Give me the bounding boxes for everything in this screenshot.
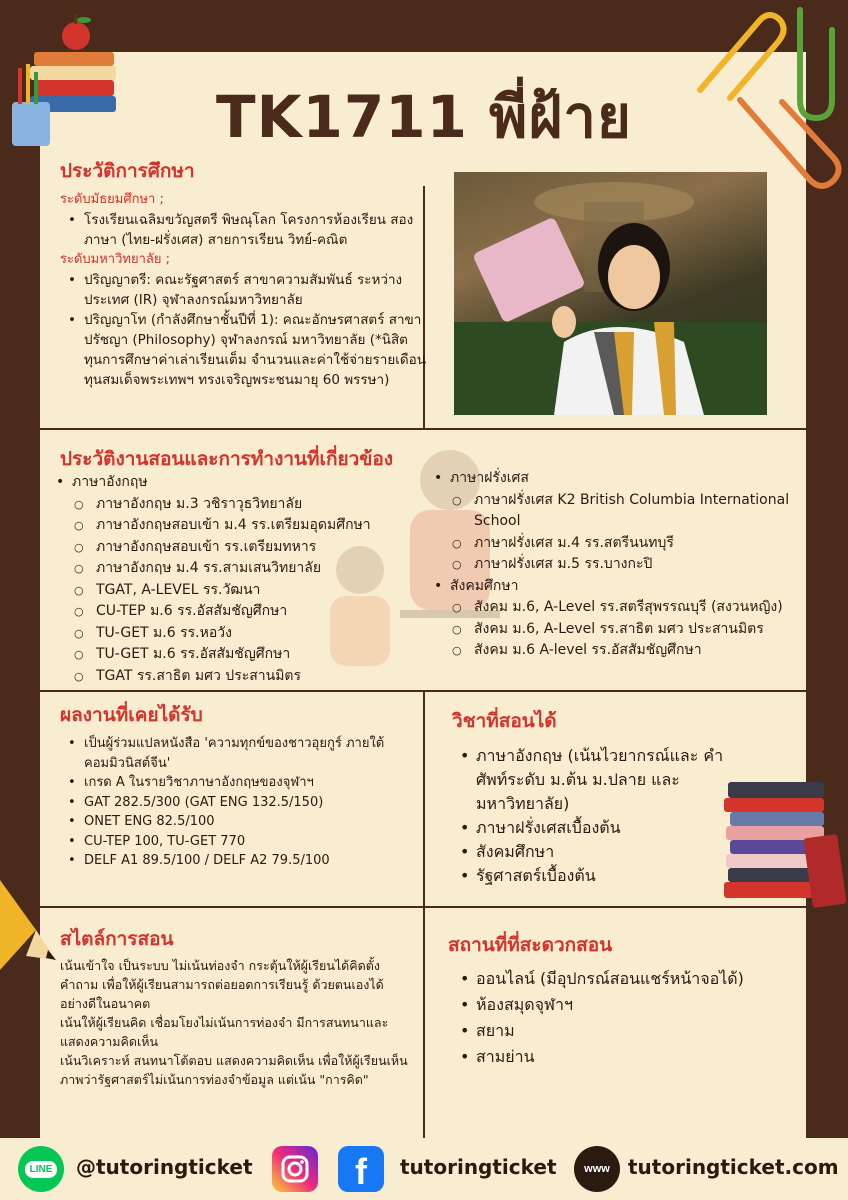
education-heading: ประวัติการศึกษา	[60, 160, 195, 182]
achievements-section	[60, 734, 420, 871]
places-section	[452, 966, 804, 1070]
list-item: ○ ภาษาฝรั่งเศส ม.5 รร.บางกะปิ	[426, 554, 802, 576]
website-link[interactable]: tutoringticket.com	[628, 1155, 839, 1179]
list-item: • เป็นผู้ร่วมแปลหนังสือ 'ความทุกข์ของชาวอุยกูร์ ภายใต้ คอมมิวนิสต์จีน'	[60, 734, 420, 773]
list-item: • ห้องสมุดจุฬาฯ	[452, 992, 804, 1018]
list-item: • ปริญญาตรี: คณะรัฐศาสตร์ สาขาความสัมพันธ์ ระหว่างประเทศ (IR) จุฬาลงกรณ์มหาวิทยาลัย	[60, 270, 426, 310]
list-item: ○ ภาษาฝรั่งเศส ม.4 รร.สตรีนนทบุรี	[426, 533, 802, 555]
list-item: • สยาม	[452, 1018, 804, 1044]
english-label: ภาษาอังกฤษ	[72, 474, 148, 490]
globe-icon[interactable]	[574, 1146, 620, 1192]
page-title: TK1711 พี่ฝ้าย	[216, 83, 632, 151]
style-heading: สไตล์การสอน	[60, 928, 174, 950]
list-item: • โรงเรียนเฉลิมขวัญสตรี พิษณุโลก โครงการห้องเรียน สองภาษา (ไทย-ฝรั่งเศส) สายการเรียน วิทย์-คณิต	[60, 210, 426, 250]
secondary-label: ระดับมัธยมศึกษา ;	[60, 192, 164, 207]
french-label: ภาษาฝรั่งเศส	[450, 470, 529, 486]
social-label: สังคมศึกษา	[450, 577, 519, 594]
book-stack-decoration-icon	[720, 772, 848, 908]
style-paragraph: เน้นให้ผู้เรียนคิด เชื่อมโยงไม่เน้นการท่องจำ มีการสนทนาและแสดงความคิดเห็น	[60, 1015, 389, 1049]
list-item: ○ TGAT รร.สาธิต มศว ประสานมิตร	[48, 666, 428, 688]
list-item: • เกรด A ในรายวิชาภาษาอังกฤษของจุฬาฯ	[60, 773, 420, 793]
education-section	[60, 190, 426, 390]
facebook-glyph-icon: f	[355, 1151, 367, 1192]
teaching-french-social-section	[426, 468, 802, 662]
divider	[423, 690, 425, 1138]
list-item	[426, 576, 802, 662]
list-item: ○ สังคม ม.6, A-Level รร.สาธิต มศว ประสานมิตร	[426, 619, 802, 641]
list-item: • CU-TEP 100, TU-GET 770	[60, 832, 420, 852]
teaching-heading: ประวัติงานสอนและการทำงานที่เกี่ยวข้อง	[60, 448, 394, 470]
list-item	[426, 468, 802, 576]
divider	[40, 428, 806, 430]
list-item: • ONET ENG 82.5/100	[60, 812, 420, 832]
tutor-photo	[454, 172, 767, 415]
list-item: • รัฐศาสตร์เบื้องต้น	[452, 864, 732, 888]
teaching-english-section	[48, 472, 428, 687]
list-item: • ภาษาอังกฤษ (เน้นไวยากรณ์และ คำศัพท์ระดับ ม.ต้น ม.ปลาย และ มหาวิทยาลัย)	[452, 744, 732, 816]
list-item: ○ ภาษาอังกฤษ ม.3 วชิราวุธวิทยาลัย	[48, 494, 428, 516]
instagram-icon[interactable]	[272, 1146, 318, 1192]
list-item: • สามย่าน	[452, 1044, 804, 1070]
line-label: LINE	[25, 1161, 58, 1178]
line-icon[interactable]	[18, 1146, 64, 1192]
university-label: ระดับมหาวิทยาลัย ;	[60, 252, 170, 267]
achievements-heading: ผลงานที่เคยได้รับ	[60, 704, 203, 726]
list-item: ○ CU-TEP ม.6 รร.อัสสัมชัญศึกษา	[48, 601, 428, 623]
web-label: www	[584, 1163, 610, 1175]
list-item: • ปริญญาโท (กำลังศึกษาชั้นปีที่ 1): คณะอักษรศาสตร์ สาขาปรัชญา (Philosophy) จุฬาลงกรณ์ มหาวิทยาลัย (*นิสิตทุนการศึกษาค่าเล่าเรียนเต็ม จำนวนและค่าใช้จ่ายรายเดือน ทุนสมเด็จพระเทพฯ ทรงเจริญพระชนมายุ 60 พรรษา)	[60, 310, 426, 390]
list-item: ○ สังคม ม.6 A-level รร.อัสสัมชัญศึกษา	[426, 640, 802, 662]
list-item: ○ TU-GET ม.6 รร.หอวัง	[48, 623, 428, 645]
list-item: • ภาษาฝรั่งเศสเบื้องต้น	[452, 816, 732, 840]
list-item: • ออนไลน์ (มีอุปกรณ์สอนแชร์หน้าจอได้)	[452, 966, 804, 992]
facebook-icon[interactable]	[338, 1146, 384, 1192]
list-item: ○ ภาษาอังกฤษสอบเข้า รร.เตรียมทหาร	[48, 537, 428, 559]
list-item: • สังคมศึกษา	[452, 840, 732, 864]
instagram-glyph-icon	[272, 1146, 318, 1192]
tutor-photo-icon	[454, 172, 767, 415]
list-item: ○ ภาษาฝรั่งเศส K2 British Columbia International School	[426, 490, 802, 533]
style-section	[60, 956, 408, 1089]
subjects-section	[452, 744, 732, 888]
list-item: • GAT 282.5/300 (GAT ENG 132.5/150)	[60, 793, 420, 813]
pencil-decoration-icon	[0, 870, 64, 980]
list-item: ○ สังคม ม.6, A-Level รร.สตรีสุพรรณบุรี (สงวนหญิง)	[426, 597, 802, 619]
list-item: ○ ภาษาอังกฤษ ม.4 รร.สามเสนวิทยาลัย	[48, 558, 428, 580]
list-item: • DELF A1 89.5/100 / DELF A2 79.5/100	[60, 851, 420, 871]
list-item: ○ TGAT, A-LEVEL รร.วัฒนา	[48, 580, 428, 602]
style-paragraph: เน้นวิเคราะห์ สนทนาโต้ตอบ แสดงความคิดเห็น เพื่อให้ผู้เรียนเห็นภาพว่ารัฐศาสตร์ไม่เน้นการท่องจำข้อมูล แต่เน้น "การคิด"	[60, 1053, 408, 1087]
subjects-heading: วิชาที่สอนได้	[452, 710, 557, 732]
line-handle[interactable]: @tutoringticket	[76, 1155, 253, 1179]
list-item: ○ TU-GET ม.6 รร.อัสสัมชัญศึกษา	[48, 644, 428, 666]
style-paragraph: เน้นเข้าใจ เป็นระบบ ไม่เน้นท่องจำ กระตุ้นให้ผู้เรียนได้คิดตั้งคำถาม เพื่อให้ผู้เรียนสามารถต่อยอดการเรียนรู้ ด้วยตนเองได้อย่างดีในอนาคต	[60, 958, 384, 1011]
places-heading: สถานที่ที่สะดวกสอน	[448, 934, 613, 956]
social-handle[interactable]: tutoringticket	[400, 1155, 557, 1179]
list-item	[48, 472, 428, 687]
list-item: ○ ภาษาอังกฤษสอบเข้า ม.4 รร.เตรียมอุดมศึกษา	[48, 515, 428, 537]
